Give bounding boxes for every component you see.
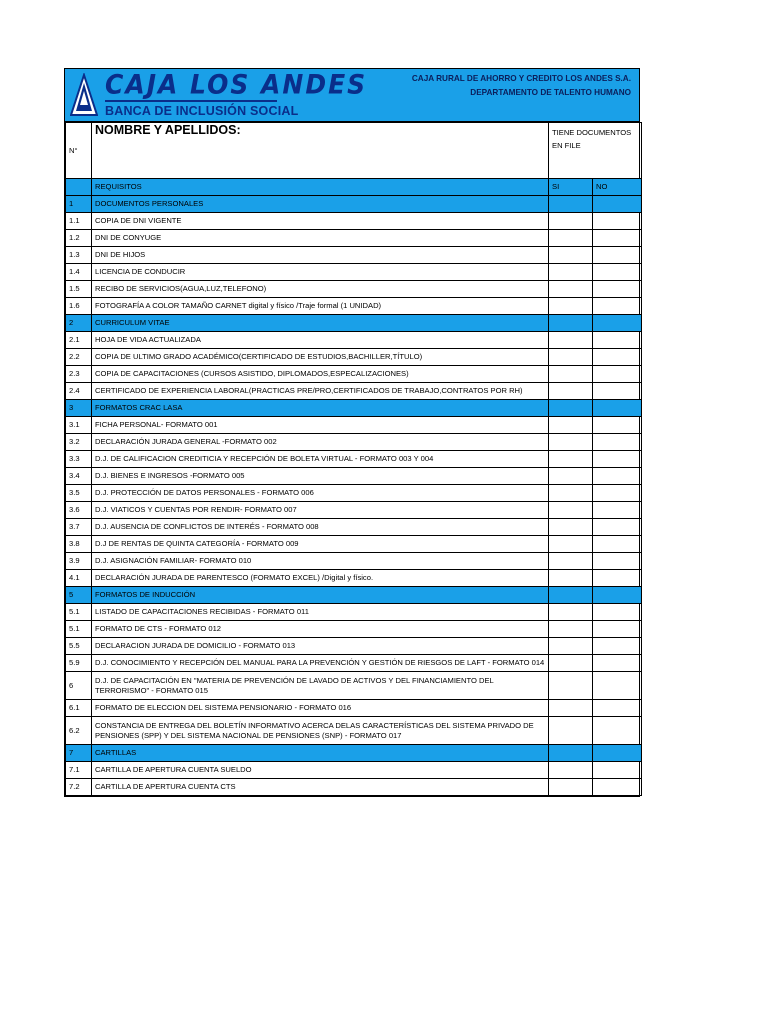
no-checkbox-cell[interactable] — [593, 349, 642, 366]
requirement-label: FOTOGRAFÍA A COLOR TAMAÑO CARNET digital y físico /Traje formal (1 UNIDAD) — [92, 298, 549, 315]
requirement-row — [66, 451, 642, 468]
requirement-row — [66, 502, 642, 519]
no-checkbox-cell — [593, 315, 642, 332]
andes-logo-icon — [70, 73, 98, 117]
category-row — [66, 745, 642, 762]
requirement-label: DNI DE HIJOS — [92, 247, 549, 264]
si-checkbox-cell — [549, 315, 593, 332]
row-number: 5.5 — [66, 638, 92, 655]
has-documents-header: TIENE DOCUMENTOS EN FILE — [549, 123, 642, 179]
requirement-row — [66, 700, 642, 717]
no-checkbox-cell — [593, 587, 642, 604]
no-checkbox-cell[interactable] — [593, 213, 642, 230]
requirement-label: FORMATO DE ELECCION DEL SISTEMA PENSIONARIO - FORMATO 016 — [92, 700, 549, 717]
no-checkbox-cell[interactable] — [593, 519, 642, 536]
no-checkbox-cell[interactable] — [593, 434, 642, 451]
category-row — [66, 196, 642, 213]
requirement-label: D.J. AUSENCIA DE CONFLICTOS DE INTERÉS - FORMATO 008 — [92, 519, 549, 536]
no-checkbox-cell[interactable] — [593, 502, 642, 519]
si-checkbox-cell[interactable] — [549, 502, 593, 519]
requirement-label: HOJA DE VIDA ACTUALIZADA — [92, 332, 549, 349]
requirement-label: CERTIFICADO DE EXPERIENCIA LABORAL(PRACTICAS PRE/PRO,CERTIFICADOS DE TRABAJO,CONTRATOS POR RH) — [92, 383, 549, 400]
no-checkbox-cell[interactable] — [593, 570, 642, 587]
requirement-label: DECLARACIÓN JURADA GENERAL -FORMATO 002 — [92, 434, 549, 451]
category-label: FORMATOS DE INDUCCIÓN — [92, 587, 549, 604]
number-blank-cell — [66, 179, 92, 196]
row-number: 6.2 — [66, 717, 92, 745]
si-checkbox-cell[interactable] — [549, 366, 593, 383]
si-checkbox-cell[interactable] — [549, 536, 593, 553]
row-number: 3.4 — [66, 468, 92, 485]
requirement-row — [66, 332, 642, 349]
category-row — [66, 400, 642, 417]
no-checkbox-cell[interactable] — [593, 417, 642, 434]
requirement-row — [66, 230, 642, 247]
si-checkbox-cell[interactable] — [549, 604, 593, 621]
si-checkbox-cell — [549, 400, 593, 417]
row-number: 1.3 — [66, 247, 92, 264]
si-checkbox-cell[interactable] — [549, 468, 593, 485]
row-number: 1.5 — [66, 281, 92, 298]
row-number: 1.4 — [66, 264, 92, 281]
no-checkbox-cell[interactable] — [593, 332, 642, 349]
si-checkbox-cell[interactable] — [549, 230, 593, 247]
no-checkbox-cell[interactable] — [593, 247, 642, 264]
organization-name: CAJA RURAL DE AHORRO Y CREDITO LOS ANDES S.A. — [411, 74, 631, 83]
no-checkbox-cell[interactable] — [593, 264, 642, 281]
logo-title: CAJA LOS ANDES — [105, 69, 368, 100]
requirement-label: COPIA DE CAPACITACIONES (CURSOS ASISTIDO, DIPLOMADOS,ESPECALIZACIONES) — [92, 366, 549, 383]
row-number: 1.1 — [66, 213, 92, 230]
no-checkbox-cell[interactable] — [593, 672, 642, 700]
category-label: CURRICULUM VITAE — [92, 315, 549, 332]
no-checkbox-cell[interactable] — [593, 485, 642, 502]
logo-subtitle: BANCA DE INCLUSIÓN SOCIAL — [105, 104, 299, 118]
requirement-label: LISTADO DE CAPACITACIONES RECIBIDAS - FORMATO 011 — [92, 604, 549, 621]
row-number: 1.2 — [66, 230, 92, 247]
requirement-label: FORMATO DE CTS - FORMATO 012 — [92, 621, 549, 638]
requirement-row — [66, 570, 642, 587]
requirement-label: D.J. ASIGNACIÓN FAMILIAR- FORMATO 010 — [92, 553, 549, 570]
row-number: 2 — [66, 315, 92, 332]
no-checkbox-cell[interactable] — [593, 638, 642, 655]
si-checkbox-cell[interactable] — [549, 638, 593, 655]
row-number: 3.3 — [66, 451, 92, 468]
row-number: 5.9 — [66, 655, 92, 672]
requirement-label: CONSTANCIA DE ENTREGA DEL BOLETÍN INFORMATIVO ACERCA DELAS CARACTERÍSTICAS DEL SISTEMA PRIVADO DE PENSIONES (SPP) Y DEL SISTEMA NACIONAL DE PENSIONES (SNP) - FORMATO 017 — [92, 717, 549, 745]
requirements-header: REQUISITOS — [92, 179, 549, 196]
requirement-label: D.J. VIATICOS Y CUENTAS POR RENDIR- FORMATO 007 — [92, 502, 549, 519]
requirement-label: COPIA DE ULTIMO GRADO ACADÉMICO(CERTIFICADO DE ESTUDIOS,BACHILLER,TÍTULO) — [92, 349, 549, 366]
row-number: 3.6 — [66, 502, 92, 519]
row-number: 3.9 — [66, 553, 92, 570]
row-number: 5.1 — [66, 604, 92, 621]
requirement-label: DECLARACION JURADA DE DOMICILIO - FORMATO 013 — [92, 638, 549, 655]
row-number: 7 — [66, 745, 92, 762]
si-checkbox-cell[interactable] — [549, 762, 593, 779]
row-number: 5.1 — [66, 621, 92, 638]
requirement-label: D.J. DE CALIFICACION CREDITICIA Y RECEPCIÓN DE BOLETA VIRTUAL - FORMATO 003 Y 004 — [92, 451, 549, 468]
requirement-row — [66, 264, 642, 281]
category-label: CARTILLAS — [92, 745, 549, 762]
requirement-label: CARTILLA DE APERTURA CUENTA SUELDO — [92, 762, 549, 779]
logo-underline — [105, 100, 277, 102]
requirement-label: D.J. PROTECCIÓN DE DATOS PERSONALES - FORMATO 006 — [92, 485, 549, 502]
requirement-row — [66, 281, 642, 298]
si-header: SI — [549, 179, 593, 196]
requirement-label: COPIA DE DNI VIGENTE — [92, 213, 549, 230]
requirement-label: D.J DE RENTAS DE QUINTA CATEGORÍA - FORMATO 009 — [92, 536, 549, 553]
no-checkbox-cell[interactable] — [593, 230, 642, 247]
requirement-label: RECIBO DE SERVICIOS(AGUA,LUZ,TELEFONO) — [92, 281, 549, 298]
row-number: 1 — [66, 196, 92, 213]
name-field[interactable] — [92, 123, 549, 179]
no-header: NO — [593, 179, 642, 196]
no-checkbox-cell[interactable] — [593, 366, 642, 383]
row-number: 6 — [66, 672, 92, 700]
si-checkbox-cell[interactable] — [549, 349, 593, 366]
si-checkbox-cell[interactable] — [549, 700, 593, 717]
no-checkbox-cell[interactable] — [593, 655, 642, 672]
no-checkbox-cell[interactable] — [593, 779, 642, 796]
si-checkbox-cell[interactable] — [549, 383, 593, 400]
requirement-row — [66, 762, 642, 779]
requirement-row — [66, 213, 642, 230]
si-checkbox-cell[interactable] — [549, 570, 593, 587]
requirement-label: D.J. DE CAPACITACIÓN EN "MATERIA DE PREVENCIÓN DE LAVADO DE ACTIVOS Y DEL FINANCIAMIENTO DEL TERRORISMO" - FORMATO 015 — [92, 672, 549, 700]
row-number: 7.2 — [66, 779, 92, 796]
no-checkbox-cell[interactable] — [593, 536, 642, 553]
organization-block — [412, 72, 631, 100]
row-number: 3.8 — [66, 536, 92, 553]
si-checkbox-cell[interactable] — [549, 281, 593, 298]
no-checkbox-cell[interactable] — [593, 298, 642, 315]
no-checkbox-cell[interactable] — [593, 281, 642, 298]
checklist-sheet — [64, 68, 640, 797]
category-label: FORMATOS CRAC LASA — [92, 400, 549, 417]
requirement-row — [66, 434, 642, 451]
row-number: 4.1 — [66, 570, 92, 587]
category-label: DOCUMENTOS PERSONALES — [92, 196, 549, 213]
name-label: NOMBRE Y APELLIDOS: — [95, 123, 241, 137]
no-checkbox-cell[interactable] — [593, 700, 642, 717]
row-number: 3 — [66, 400, 92, 417]
row-number: 3.2 — [66, 434, 92, 451]
requirement-row — [66, 349, 642, 366]
si-checkbox-cell[interactable] — [549, 655, 593, 672]
category-row — [66, 315, 642, 332]
requirement-row — [66, 485, 642, 502]
name-row — [66, 123, 642, 179]
no-checkbox-cell[interactable] — [593, 762, 642, 779]
requirement-label: LICENCIA DE CONDUCIR — [92, 264, 549, 281]
row-number: 5 — [66, 587, 92, 604]
si-checkbox-cell[interactable] — [549, 417, 593, 434]
requirement-row — [66, 468, 642, 485]
row-number: 7.1 — [66, 762, 92, 779]
requirement-row — [66, 247, 642, 264]
requirement-row — [66, 638, 642, 655]
si-checkbox-cell[interactable] — [549, 213, 593, 230]
si-checkbox-cell[interactable] — [549, 451, 593, 468]
requirement-row — [66, 366, 642, 383]
requirement-row — [66, 383, 642, 400]
row-number: 6.1 — [66, 700, 92, 717]
requirement-row — [66, 672, 642, 700]
si-checkbox-cell[interactable] — [549, 298, 593, 315]
no-checkbox-cell[interactable] — [593, 553, 642, 570]
si-checkbox-cell[interactable] — [549, 519, 593, 536]
row-number: 2.2 — [66, 349, 92, 366]
requirement-row — [66, 519, 642, 536]
si-checkbox-cell[interactable] — [549, 621, 593, 638]
number-header: N° — [66, 123, 92, 179]
no-checkbox-cell[interactable] — [593, 451, 642, 468]
no-checkbox-cell[interactable] — [593, 604, 642, 621]
requirement-row — [66, 621, 642, 638]
no-checkbox-cell[interactable] — [593, 621, 642, 638]
requirements-header-row — [66, 179, 642, 196]
row-number: 3.5 — [66, 485, 92, 502]
requirement-label: DNI DE CONYUGE — [92, 230, 549, 247]
row-number: 2.4 — [66, 383, 92, 400]
department-name: DEPARTAMENTO DE TALENTO HUMANO — [470, 88, 631, 97]
requirement-row — [66, 655, 642, 672]
requirement-label: D.J. BIENES E INGRESOS -FORMATO 005 — [92, 468, 549, 485]
si-checkbox-cell[interactable] — [549, 434, 593, 451]
row-number: 2.3 — [66, 366, 92, 383]
row-number: 2.1 — [66, 332, 92, 349]
no-checkbox-cell — [593, 400, 642, 417]
si-checkbox-cell[interactable] — [549, 553, 593, 570]
si-checkbox-cell[interactable] — [549, 779, 593, 796]
category-row — [66, 587, 642, 604]
si-checkbox-cell — [549, 745, 593, 762]
requirement-row — [66, 553, 642, 570]
no-checkbox-cell[interactable] — [593, 717, 642, 745]
requirement-label: CARTILLA DE APERTURA CUENTA CTS — [92, 779, 549, 796]
si-checkbox-cell — [549, 196, 593, 213]
no-checkbox-cell — [593, 196, 642, 213]
si-checkbox-cell[interactable] — [549, 672, 593, 700]
requirement-label: FICHA PERSONAL- FORMATO 001 — [92, 417, 549, 434]
no-checkbox-cell[interactable] — [593, 383, 642, 400]
no-checkbox-cell — [593, 745, 642, 762]
si-checkbox-cell[interactable] — [549, 264, 593, 281]
requirement-label: DECLARACIÓN JURADA DE PARENTESCO (FORMATO EXCEL) /Digital y físico. — [92, 570, 549, 587]
requirement-label: D.J. CONOCIMIENTO Y RECEPCIÓN DEL MANUAL PARA LA PREVENCIÓN Y GESTIÓN DE RIESGOS DE LAFT - FORMATO 014 — [92, 655, 549, 672]
requirement-row — [66, 717, 642, 745]
si-checkbox-cell[interactable] — [549, 247, 593, 264]
row-number: 3.7 — [66, 519, 92, 536]
si-checkbox-cell[interactable] — [549, 485, 593, 502]
row-number: 3.1 — [66, 417, 92, 434]
requirement-row — [66, 417, 642, 434]
header-banner — [65, 69, 639, 122]
row-number: 1.6 — [66, 298, 92, 315]
si-checkbox-cell[interactable] — [549, 332, 593, 349]
requirements-table — [65, 122, 642, 796]
requirement-row — [66, 536, 642, 553]
requirement-row — [66, 604, 642, 621]
si-checkbox-cell[interactable] — [549, 717, 593, 745]
requirement-row — [66, 298, 642, 315]
no-checkbox-cell[interactable] — [593, 468, 642, 485]
si-checkbox-cell — [549, 587, 593, 604]
requirement-row — [66, 779, 642, 796]
